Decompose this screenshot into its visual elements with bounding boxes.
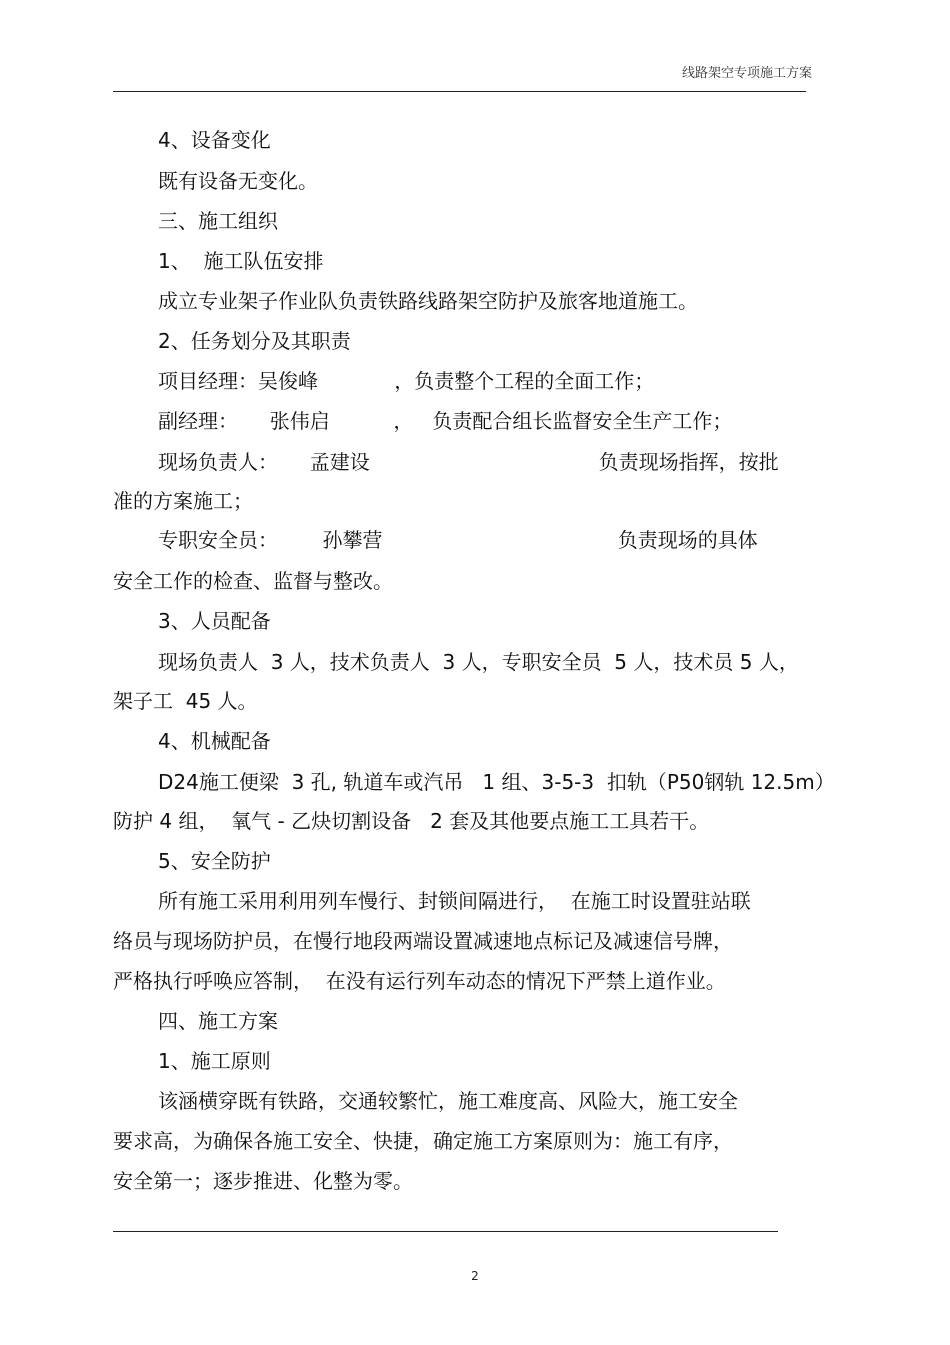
paragraph-line: 安全第一；逐步推进、化整为零。	[113, 1169, 413, 1193]
chapter-heading-construction-organization: 三、施工组织	[158, 209, 278, 233]
paragraph-line: D24施工便梁 3 孔, 轨道车或汽吊 1 组、3-5-3 扣轨（P50钢轨 12.5m）	[158, 770, 835, 794]
page-number: 2	[471, 1269, 479, 1283]
paragraph-line: 所有施工采用利用列车慢行、封锁间隔进行， 在施工时设置驻站联	[158, 889, 751, 913]
section-heading-machinery: 4、机械配备	[158, 729, 271, 753]
section-heading-construction-principle: 1、施工原则	[158, 1049, 271, 1073]
section-heading-staffing: 3、人员配备	[158, 609, 271, 633]
paragraph-line: 架子工 45 人。	[113, 689, 258, 713]
paragraph-line: 准的方案施工；	[113, 489, 253, 513]
paragraph-line: 既有设备无变化。	[158, 169, 318, 193]
paragraph-line: 项目经理：吴俊峰 ，负责整个工程的全面工作；	[158, 369, 655, 393]
section-heading-equipment-change: 4、设备变化	[158, 128, 271, 152]
section-heading-task-division: 2、任务划分及其职责	[158, 329, 351, 353]
paragraph-line: 防护 4 组， 氧气 - 乙炔切割设备 2 套及其他要点施工工具若干。	[113, 809, 710, 833]
paragraph-line: 副经理： 张伟启 ， 负责配合组长监督安全生产工作；	[158, 409, 733, 433]
paragraph-line: 要求高，为确保各施工安全、快捷，确定施工方案原则为：施工有序，	[113, 1129, 733, 1153]
paragraph-line: 该涵横穿既有铁路，交通较繁忙，施工难度高、风险大，施工安全	[158, 1089, 738, 1113]
running-header-title: 线路架空专项施工方案	[681, 66, 812, 81]
paragraph-line: 成立专业架子作业队负责铁路线路架空防护及旅客地道施工。	[158, 289, 698, 313]
paragraph-line: 现场负责人 3 人，技术负责人 3 人，专职安全员 5 人，技术员 5 人，	[158, 650, 799, 674]
paragraph-line: 络员与现场防护员，在慢行地段两端设置减速地点标记及减速信号牌，	[113, 929, 733, 953]
paragraph-line: 严格执行呼唤应答制， 在没有运行列车动态的情况下严禁上道作业。	[113, 969, 726, 993]
paragraph-line: 专职安全员： 孙攀营 负责现场的具体	[158, 528, 758, 552]
footer-divider	[113, 1231, 778, 1232]
paragraph-line: 安全工作的检查、监督与整改。	[113, 569, 393, 593]
section-heading-team-arrangement: 1、 施工队伍安排	[158, 249, 324, 273]
header-divider	[113, 91, 806, 92]
section-heading-safety-protection: 5、安全防护	[158, 849, 271, 873]
chapter-heading-construction-plan: 四、施工方案	[158, 1009, 278, 1033]
paragraph-line: 现场负责人： 孟建设 负责现场指挥，按批	[158, 450, 779, 474]
